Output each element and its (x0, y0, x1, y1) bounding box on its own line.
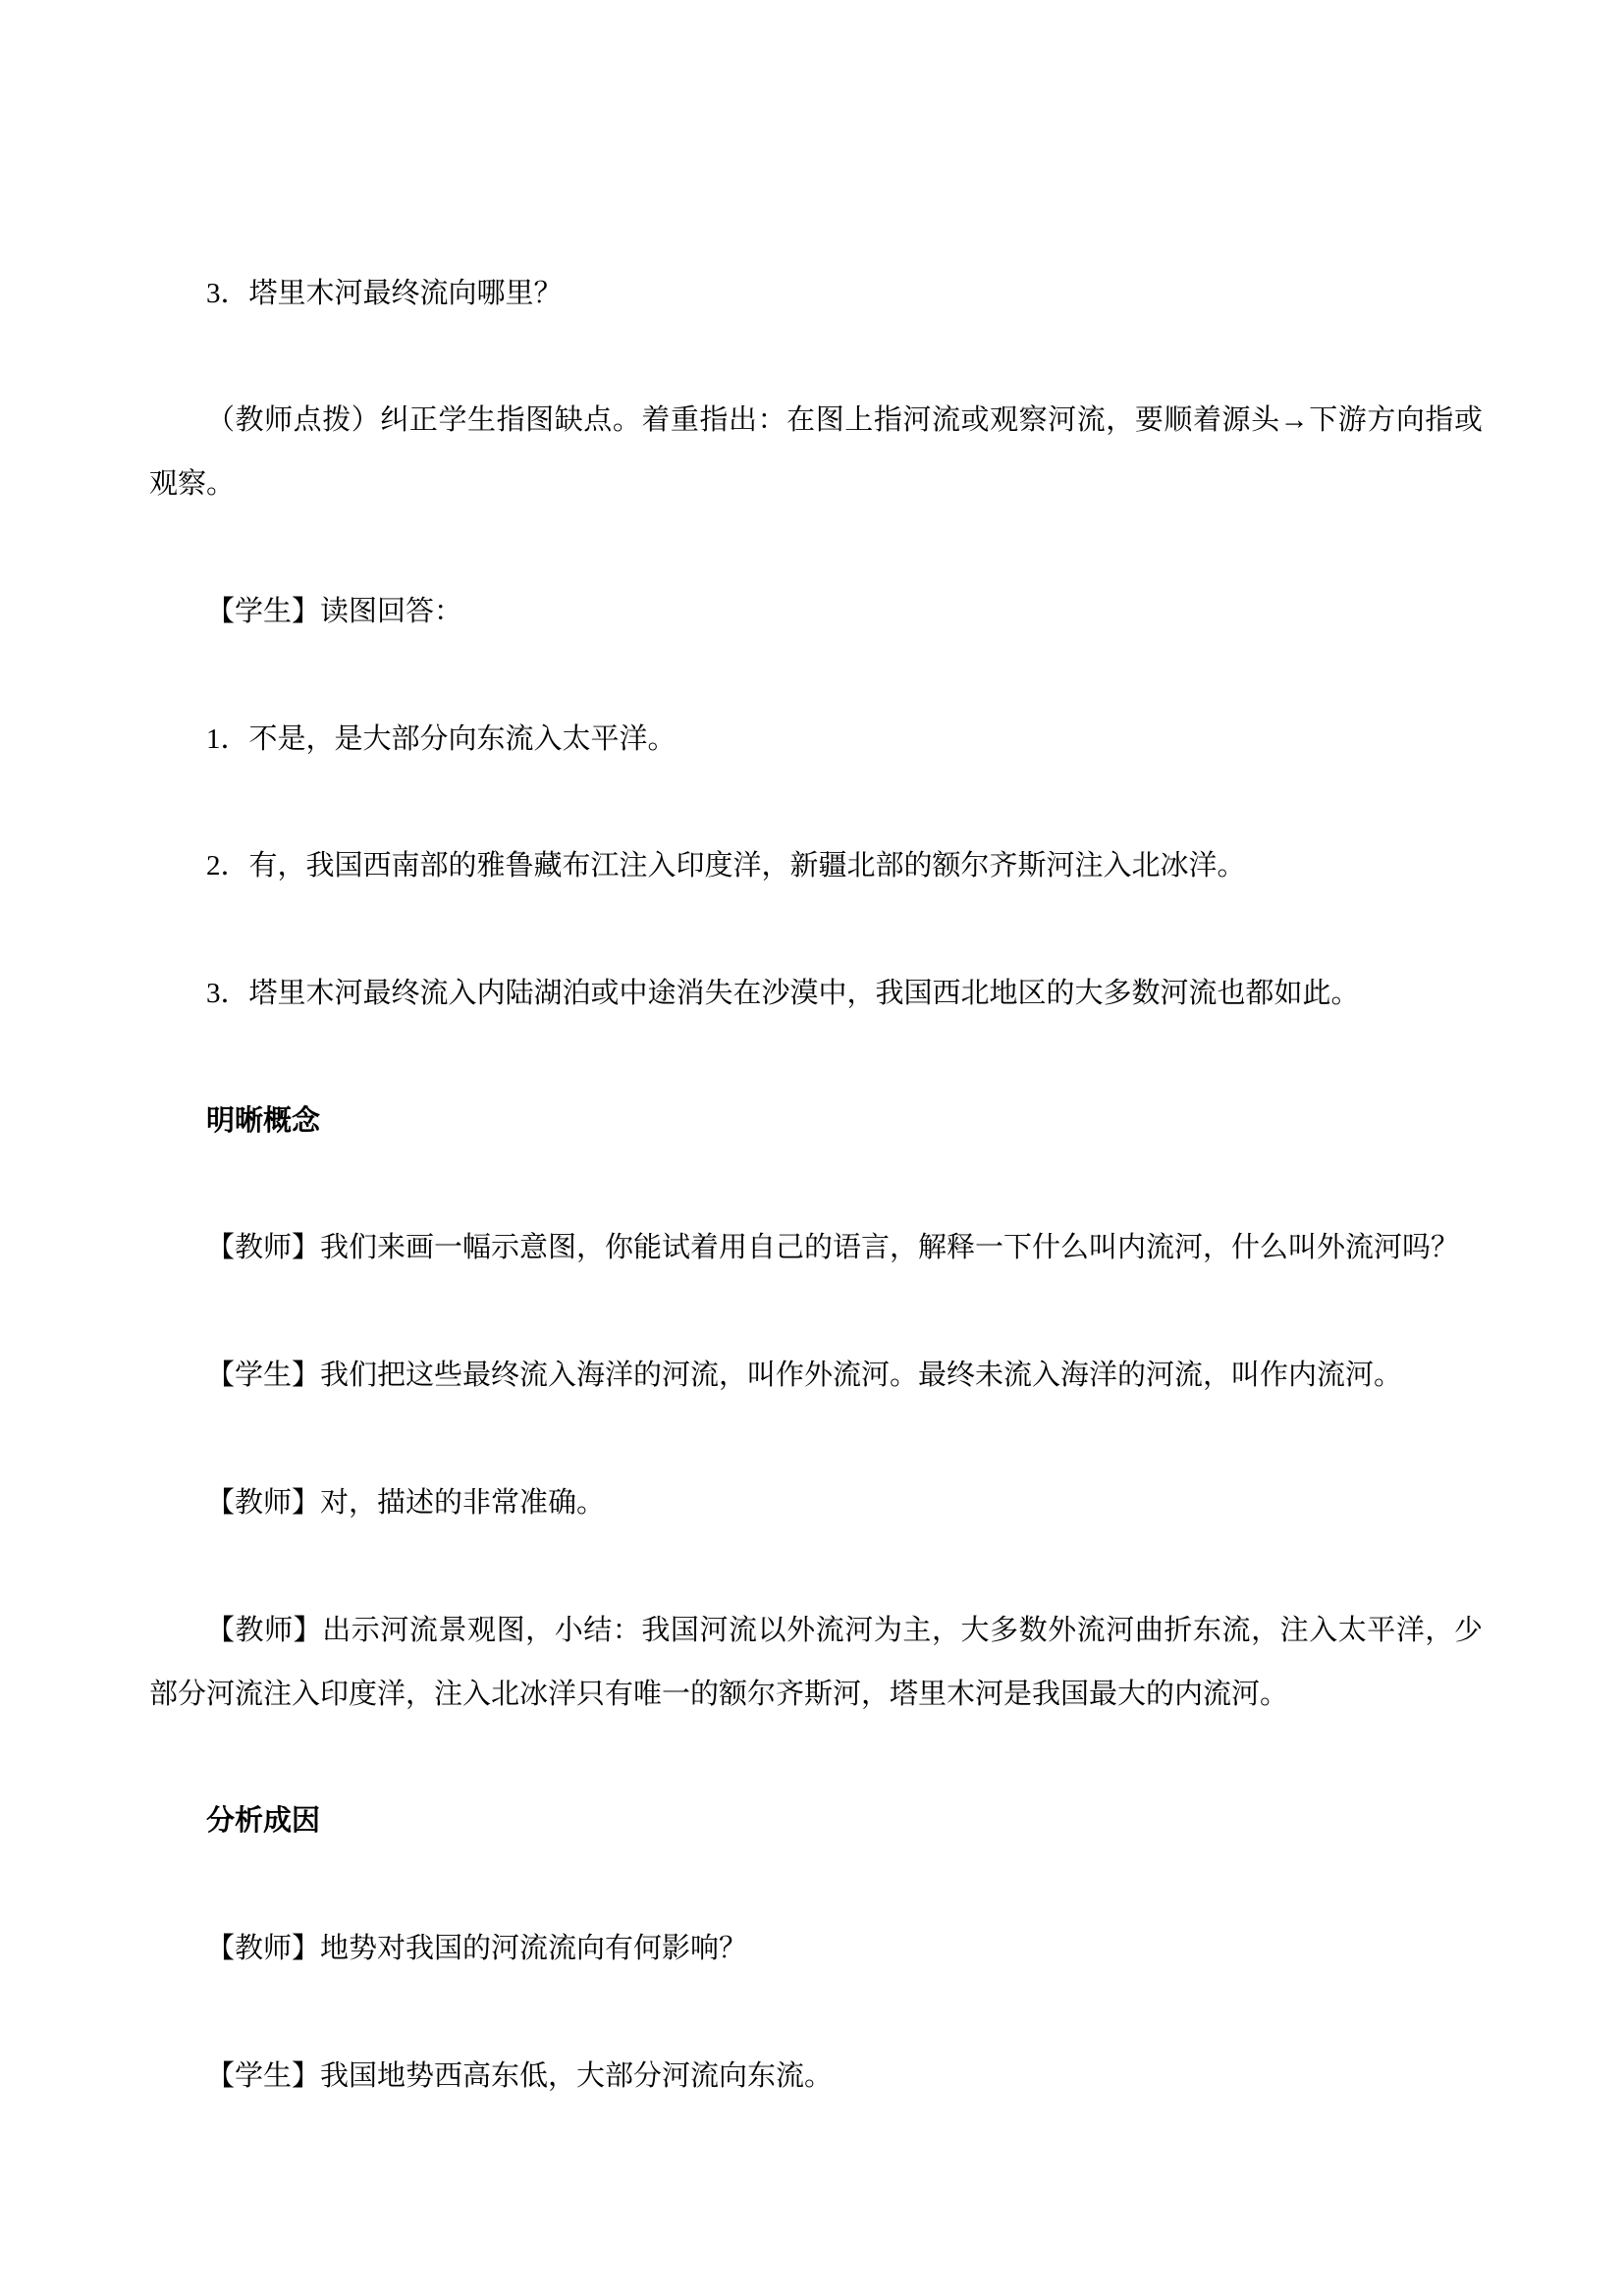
paragraph-text: 纠正学生指图缺点。着重指出：在图上指河流或观察河流，要顺着源头→下游方向指或观察。 (149, 404, 1483, 501)
speaker-label: 【教师】 (206, 1486, 321, 1519)
speaker-label: 【教师】 (206, 1232, 321, 1264)
paragraph-text: 地势对我国的河流流向有何影响？ (320, 1932, 748, 1964)
paragraph-text: 我国地势西高东低，大部分河流向东流。 (320, 2059, 834, 2092)
paragraph-text: 对，描述的非常准确。 (320, 1486, 606, 1519)
paragraph-text: 出示河流景观图，小结：我国河流以外流河为主，大多数外流河曲折东流，注入太平洋，少部分河流注入印度洋，注入北冰洋只有唯一的额尔齐斯河，塔里木河是我国最大的内流河。 (149, 1614, 1483, 1710)
paragraph-text: 3．塔里木河最终流向哪里？ (206, 277, 563, 309)
teacher-question-terrain (149, 1917, 1483, 1981)
paragraph-text: 我们把这些最终流入海洋的河流，叫作外流河。最终未流入海洋的河流，叫作内流河。 (320, 1360, 1403, 1392)
speaker-label: （教师点拨） (206, 404, 381, 437)
paragraph-text: 读图回答： (320, 595, 463, 627)
teacher-affirmation (149, 1471, 1483, 1535)
section-heading-analyze-causes (149, 1789, 1483, 1853)
student-answer-terrain (149, 2045, 1483, 2109)
paragraph-text: 1．不是，是大部分向东流入太平洋。 (206, 722, 677, 755)
student-reply-intro (149, 580, 1483, 644)
paragraph-text: 2．有，我国西南部的雅鲁藏布江注入印度洋，新疆北部的额尔齐斯河注入北冰洋。 (206, 850, 1246, 882)
teacher-guidance (149, 389, 1483, 516)
answer-1 (149, 708, 1483, 772)
heading-text: 明晰概念 (206, 1104, 321, 1137)
section-heading-clarify-concepts (149, 1090, 1483, 1153)
teacher-question-concepts (149, 1216, 1483, 1280)
speaker-label: 【学生】 (206, 595, 321, 627)
paragraph-text: 3．塔里木河最终流入内陆湖泊或中途消失在沙漠中，我国西北地区的大多数河流也都如此。 (206, 978, 1360, 1010)
speaker-label: 【教师】 (206, 1932, 321, 1964)
answer-2 (149, 834, 1483, 898)
teacher-summary (149, 1599, 1483, 1727)
speaker-label: 【学生】 (206, 2059, 321, 2092)
speaker-label: 【学生】 (206, 1360, 321, 1392)
student-definition (149, 1344, 1483, 1408)
speaker-label: 【教师】 (206, 1614, 323, 1646)
answer-3 (149, 962, 1483, 1026)
heading-text: 分析成因 (206, 1805, 321, 1838)
document-page (149, 262, 1483, 2172)
question-3 (149, 262, 1483, 326)
paragraph-text: 我们来画一幅示意图，你能试着用自己的语言，解释一下什么叫内流河，什么叫外流河吗？ (320, 1232, 1460, 1264)
